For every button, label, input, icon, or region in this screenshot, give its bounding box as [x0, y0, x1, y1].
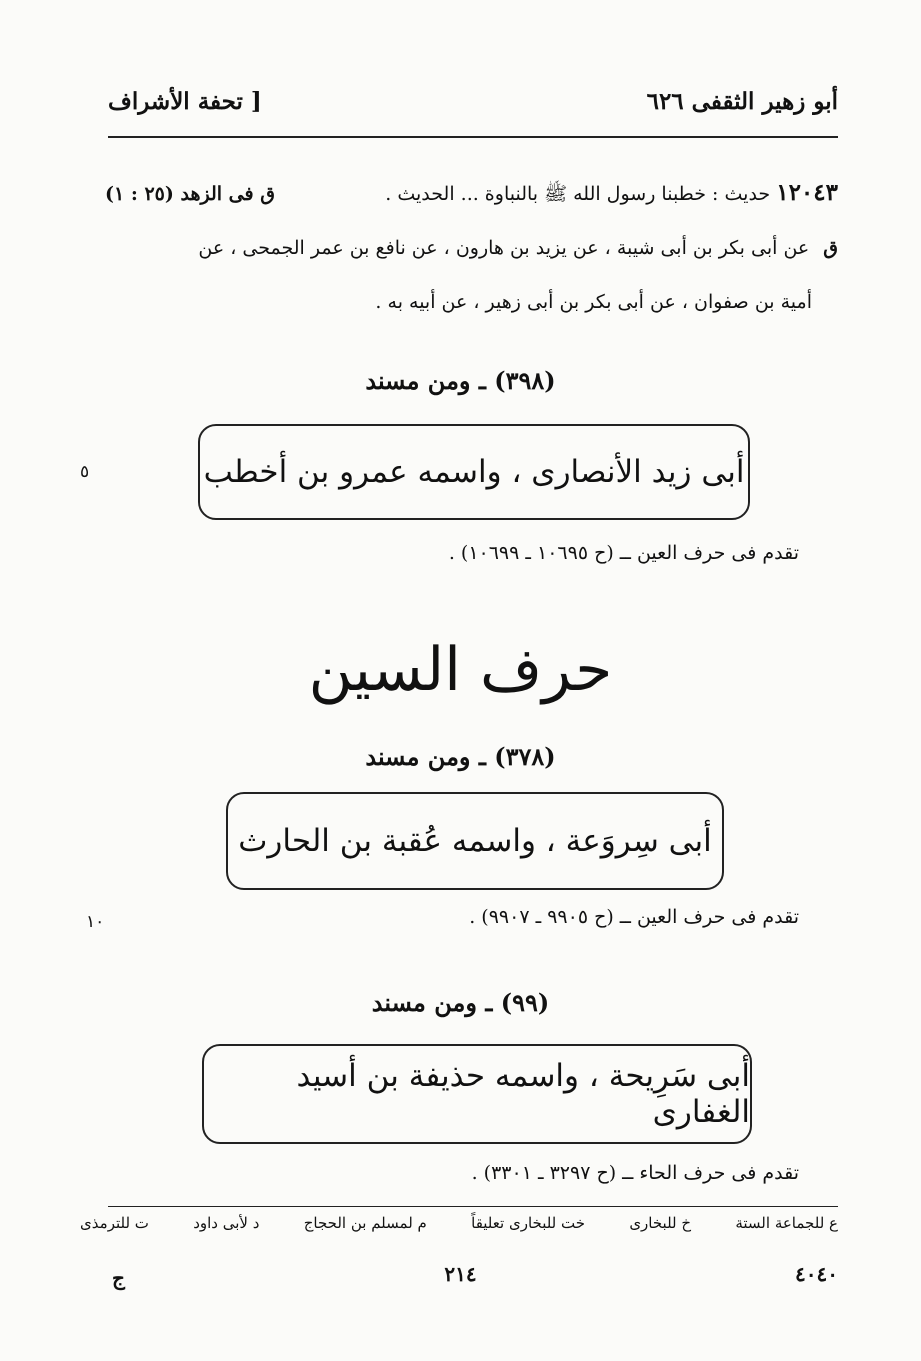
footer-right-number: ٤٠٤٠	[795, 1262, 838, 1286]
running-header-right: أبو زهير الثقفى ٦٢٦	[646, 88, 838, 115]
legend-item: ت للترمذى	[80, 1214, 149, 1232]
name-box	[198, 424, 750, 520]
cross-reference: تقدم فى حرف العين ــ (ح ٩٩٠٥ ـ ٩٩٠٧) .	[469, 906, 799, 928]
legend-item: د لأبى داود	[193, 1214, 260, 1232]
margin-line-number: ١٠	[86, 912, 105, 932]
margin-line-number: ٥	[80, 462, 90, 482]
abbreviation-legend	[80, 1214, 838, 1232]
musnad-heading: (٣٧٨) ـ ومن مسند	[365, 742, 556, 771]
musnad-heading: (٣٩٨) ـ ومن مسند	[365, 366, 556, 395]
cross-reference: تقدم فى حرف العين ــ (ح ١٠٦٩٥ ـ ١٠٦٩٩) .	[448, 542, 799, 564]
header-divider	[108, 136, 838, 138]
letter-title: حرف السين	[308, 635, 613, 705]
companion-name: أبى زيد الأنصارى ، واسمه عمرو بن أخطب	[203, 454, 745, 490]
companion-name: أبى سِروَعة ، واسمه عُقبة بن الحارث	[238, 823, 712, 859]
cross-reference: تقدم فى حرف الحاء ــ (ح ٣٢٩٧ ـ ٣٣٠١) .	[471, 1162, 799, 1184]
hadith-text-line2: عن أبى بكر بن أبى شيبة ، عن يزيد بن هارون ، عن نافع بن عمر الجمحى ، عن	[198, 237, 810, 259]
legend-item: خ للبخارى	[629, 1214, 692, 1232]
hadith-entry	[105, 166, 838, 329]
footnote-divider	[108, 1206, 838, 1207]
musnad-heading: (٩٩) ـ ومن مسند	[371, 988, 550, 1017]
legend-item: م لمسلم بن الحجاج	[303, 1214, 427, 1232]
hadith-text-line3: أمية بن صفوان ، عن أبى بكر بن أبى زهير ، عن أبيه به .	[375, 291, 812, 313]
legend-item: ع للجماعة الستة	[735, 1214, 838, 1232]
hadith-text-line1: حديث : خطبنا رسول الله ﷺ بالنباوة ... الحديث .	[385, 183, 771, 205]
volume-signature: ج	[112, 1266, 125, 1290]
name-box	[202, 1044, 752, 1144]
hadith-number: ١٢٠٤٣	[776, 179, 838, 206]
companion-name: أبى سَرِيحة ، واسمه حذيفة بن أسيد الغفارى	[296, 1058, 750, 1130]
legend-item: خت للبخارى تعليقاً	[471, 1214, 586, 1232]
running-header-left: [ تحفة الأشراف	[108, 88, 262, 115]
name-box	[226, 792, 724, 890]
hadith-prefix: ق	[823, 237, 838, 259]
hadith-source-tag: ق فى الزهد (٢٥ : ١)	[105, 183, 275, 205]
page-number: ٢١٤	[444, 1262, 477, 1286]
